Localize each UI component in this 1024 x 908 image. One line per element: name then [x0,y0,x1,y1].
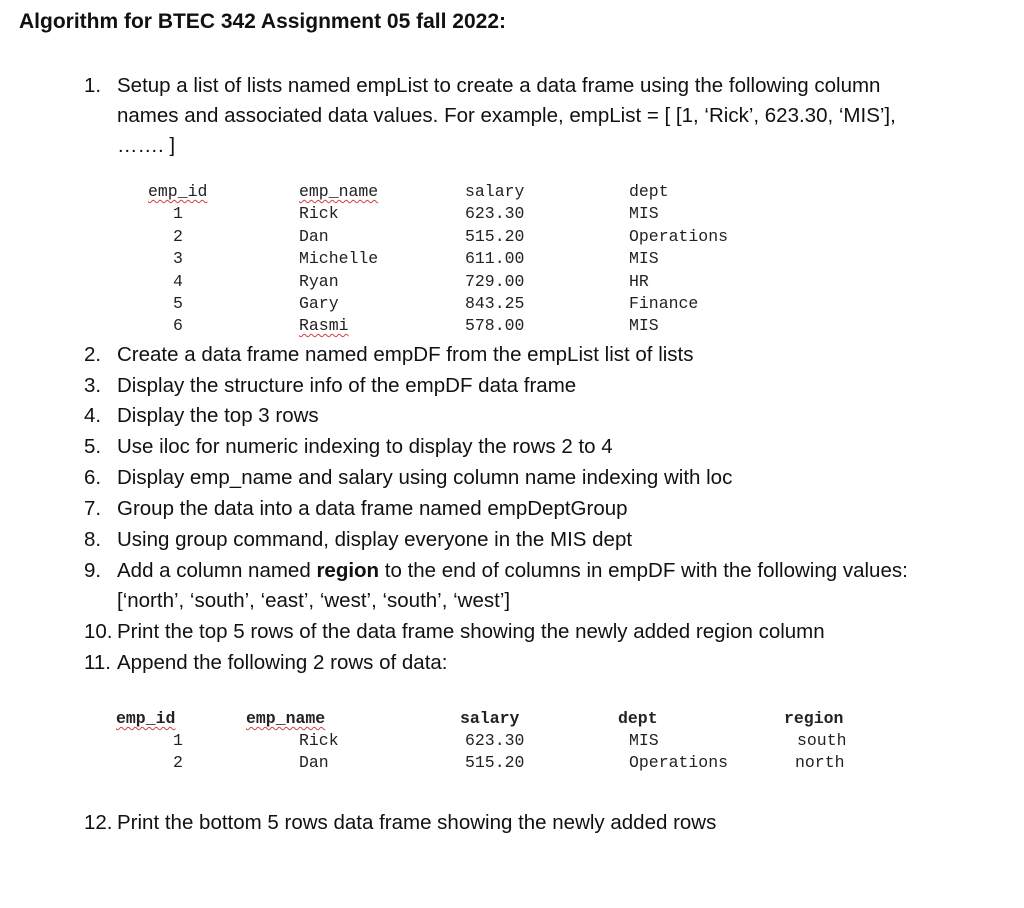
step-text: Create a data frame named empDF from the empList list of lists [117,343,694,366]
table-cell: Rick [299,204,339,223]
step-number: 1. [84,74,102,97]
step-number: 12. [84,811,113,834]
table-cell: Dan [299,227,329,246]
step-text-bold: region [316,559,380,582]
step-text: Use iloc for numeric indexing to display the rows 2 to 4 [117,435,613,458]
table-cell: 843.25 [465,294,525,313]
step-text: Using group command, display everyone in the MIS dept [117,528,633,551]
table-cell: 611.00 [465,249,525,268]
step-text-part: Add a column named [117,559,317,582]
table-cell: Dan [299,753,329,772]
table-cell: 729.00 [465,272,525,291]
table-header: dept [629,182,669,201]
table-cell: 5 [173,294,183,313]
table-cell: Finance [629,294,699,313]
step-9-line-2: [‘north’, ‘south’, ‘east’, ‘west’, ‘south’, ‘west’] [117,589,511,612]
document-title: Algorithm for BTEC 342 Assignment 05 fall 2022: [19,10,507,33]
table-header: salary [465,182,525,201]
table-cell: 1 [173,204,183,223]
table-cell: 4 [173,272,183,291]
table-header: emp_id [116,709,176,728]
table-cell: 578.00 [465,316,525,335]
step-number: 4. [84,404,102,427]
table-cell: 515.20 [465,227,525,246]
table-cell: MIS [629,249,659,268]
table-cell: Rick [299,731,339,750]
step-number: 7. [84,497,102,520]
table-cell: 6 [173,316,183,335]
table-cell: 2 [173,227,183,246]
step-number: 3. [84,374,102,397]
table-cell: north [795,753,845,772]
step-number: 10. [84,620,113,643]
step-number: 11. [84,651,111,674]
step-number: 6. [84,466,102,489]
table-cell: Rasmi [299,316,349,335]
table-cell: 1 [173,731,183,750]
step-text: Group the data into a data frame named empDeptGroup [117,497,628,520]
table-cell: 623.30 [465,731,525,750]
table-cell: 623.30 [465,204,525,223]
table-cell: 2 [173,753,183,772]
step-text: Display the top 3 rows [117,404,319,427]
table-header: emp_id [148,182,208,201]
table-cell: MIS [629,316,659,335]
step-1-line-2: names and associated data values. For example, empList = [ [1, ‘Rick’, 623.30, ‘MIS’], [117,104,896,127]
table-header: emp_name [299,182,379,201]
step-text: Print the top 5 rows of the data frame showing the newly added region column [117,620,825,643]
table-header: salary [460,709,520,728]
table-cell: Operations [629,753,729,772]
step-number: 5. [84,435,102,458]
table-header: dept [618,709,658,728]
step-text [117,556,908,586]
table-header: emp_name [246,709,326,728]
step-number: 8. [84,528,102,551]
table-cell: MIS [629,731,659,750]
step-number: 9. [84,559,102,582]
step-1-line-1: Setup a list of lists named empList to create a data frame using the following column [117,74,881,97]
step-text: Display emp_name and salary using column name indexing with loc [117,466,733,489]
step-text: Print the bottom 5 rows data frame showing the newly added rows [117,811,717,834]
table-cell: 3 [173,249,183,268]
step-text-part: to the end of columns in empDF with the following values: [379,559,908,582]
table-cell: south [797,731,847,750]
step-number: 2. [84,343,102,366]
table-cell: HR [629,272,649,291]
step-text: Append the following 2 rows of data: [117,651,448,674]
table-header: region [784,709,844,728]
table-cell: Ryan [299,272,339,291]
table-cell: Michelle [299,249,379,268]
step-text: Display the structure info of the empDF data frame [117,374,577,397]
table-cell: Operations [629,227,729,246]
table-cell: Gary [299,294,339,313]
table-cell: MIS [629,204,659,223]
step-1-line-3: ……. ] [117,134,176,157]
table-cell: 515.20 [465,753,525,772]
